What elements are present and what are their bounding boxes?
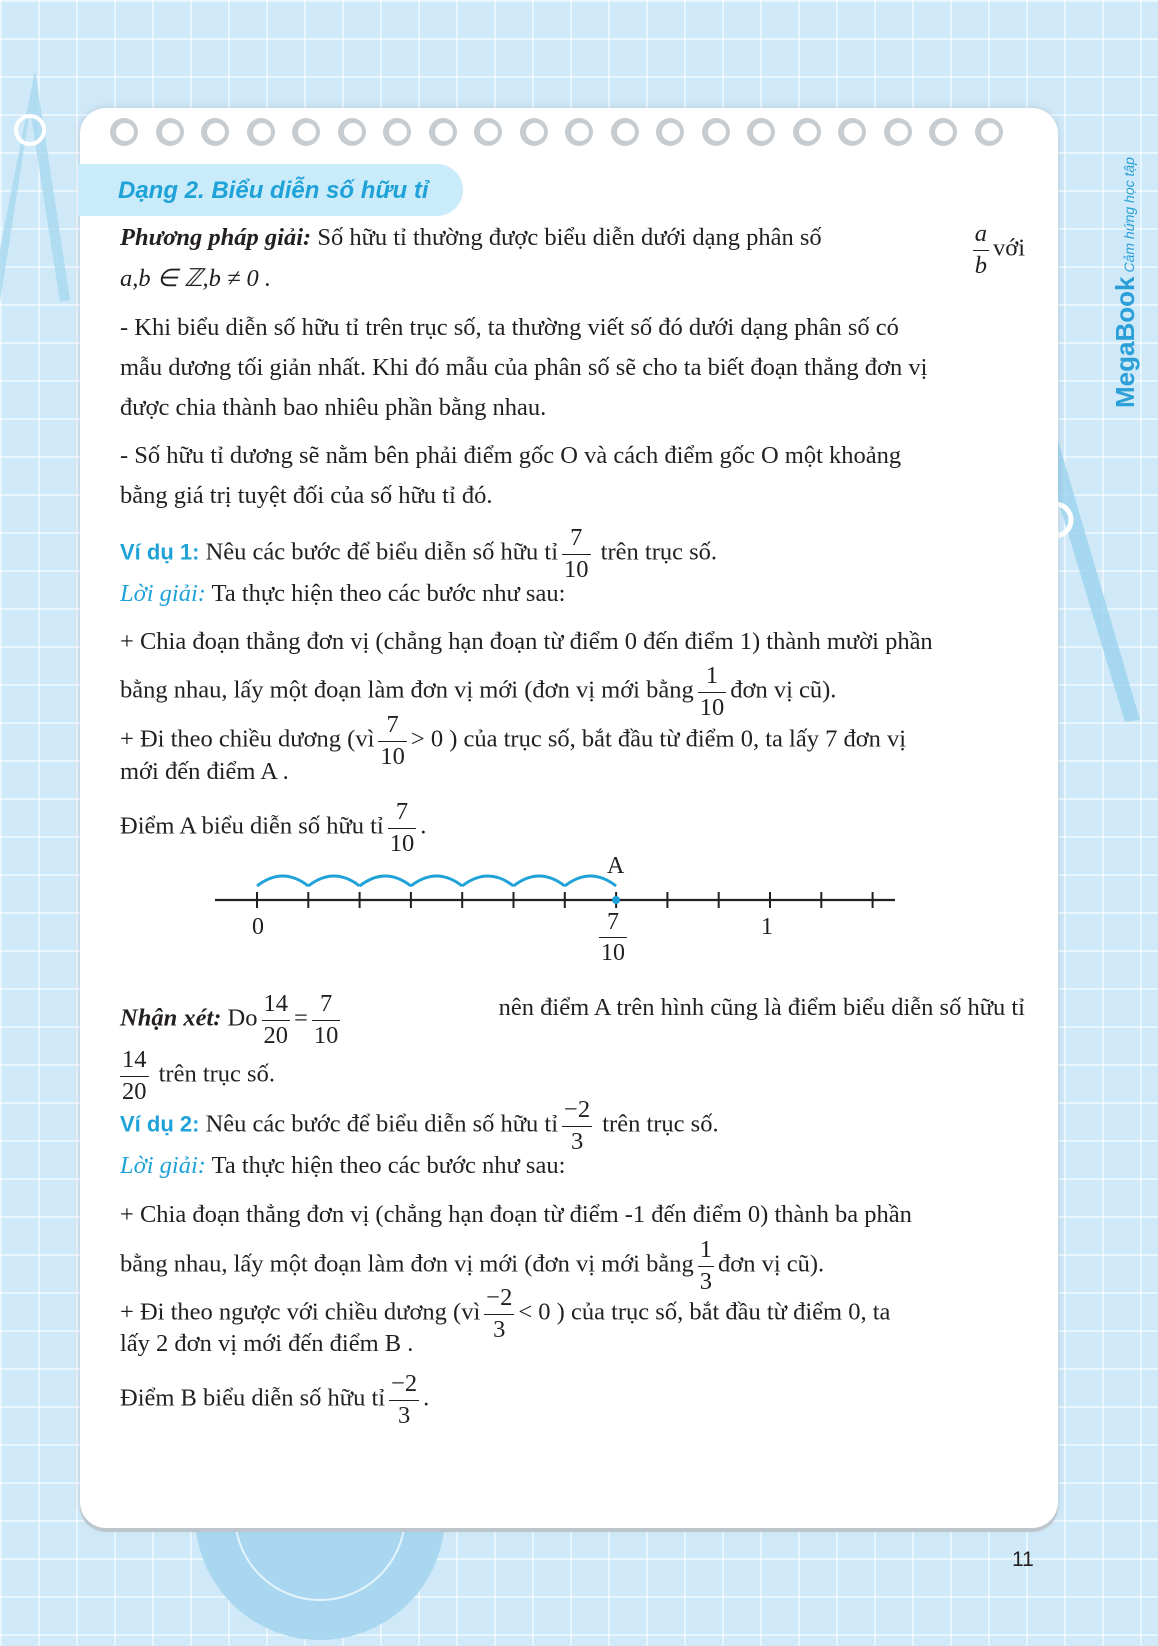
method-text-2: với bbox=[992, 234, 1025, 262]
binder-ring bbox=[975, 118, 1003, 146]
ex2-conclusion: Điểm B biểu diễn số hữu tỉ $\frac{-2}{3}$ . bbox=[120, 1370, 430, 1429]
page-card bbox=[80, 108, 1058, 1528]
ex2-solution-label: Lời giải: bbox=[120, 1152, 206, 1179]
binder-rings bbox=[110, 118, 1030, 148]
section-tab bbox=[78, 164, 463, 216]
ex1-solution-label: Lời giải: bbox=[120, 580, 206, 607]
number-line-svg bbox=[215, 848, 895, 948]
brand-name: MegaBook bbox=[1110, 276, 1140, 408]
remark-fraction-1: $\frac{14}{20}$ bbox=[263, 990, 288, 1049]
binder-ring bbox=[565, 118, 593, 146]
binder-ring bbox=[110, 118, 138, 146]
number-line-label-zero: 0 bbox=[252, 914, 264, 940]
ex1-conclusion-fraction: $\frac{7}{10}$ bbox=[389, 798, 415, 857]
ex2-step2-fraction: $\frac{-2}{3}$ bbox=[486, 1284, 513, 1343]
binder-ring bbox=[474, 118, 502, 146]
para1-line1: - Khi biểu diễn số hữu tỉ trên trục số, ta thường viết số đó dưới dạng phân số có bbox=[120, 314, 899, 341]
ex2-label: Ví dụ 2: bbox=[120, 1111, 200, 1137]
number-line-point-fraction: $\frac{7}{10}$ bbox=[601, 909, 625, 966]
ex1-step1-line1: + Chia đoạn thẳng đơn vị (chẳng hạn đoạn từ điểm 0 đến điểm 1) thành mười phần bbox=[120, 628, 933, 655]
binder-ring bbox=[201, 118, 229, 146]
remark-fraction-3: $\frac{14}{20}$ bbox=[122, 1046, 147, 1105]
number-line-arc bbox=[308, 876, 359, 886]
ex2-step1-line1: + Chia đoạn thẳng đơn vị (chẳng hạn đoạn từ điểm -1 đến điểm 0) thành ba phần bbox=[120, 1201, 912, 1228]
binder-ring bbox=[702, 118, 730, 146]
compass-left-decoration bbox=[0, 70, 90, 330]
number-line-arc bbox=[257, 876, 308, 886]
method-fraction: $\frac{a}{b}$ bbox=[974, 220, 987, 279]
ex1-step2-line2: mới đến điểm A . bbox=[120, 758, 289, 785]
ex1-question: Ví dụ 1: Nêu các bước để biểu diễn số hữu tỉ $\frac{7}{10}$ trên trục số. bbox=[120, 524, 718, 583]
number-line-point-label: A bbox=[607, 853, 625, 879]
ex1-step2-fraction: $\frac{7}{10}$ bbox=[380, 711, 405, 770]
ex1-step1-line2: bằng nhau, lấy một đoạn làm đơn vị mới (đơn vị mới bằng $\frac{1}{10}$ đơn vị cũ). bbox=[120, 662, 837, 721]
binder-ring bbox=[838, 118, 866, 146]
section-title: Dạng 2. Biểu diễn số hữu tỉ bbox=[118, 177, 429, 204]
binder-ring bbox=[929, 118, 957, 146]
brand-vertical bbox=[1088, 130, 1140, 410]
ex1-step1-fraction: $\frac{1}{10}$ bbox=[699, 662, 725, 721]
number-line-label-one: 1 bbox=[761, 914, 773, 940]
para2-line1: - Số hữu tỉ dương sẽ nằm bên phải điểm gốc O và cách điểm gốc O một khoảng bbox=[120, 442, 902, 469]
remark-fraction-2: $\frac{7}{10}$ bbox=[313, 990, 339, 1049]
method-label: Phương pháp giải: bbox=[120, 224, 312, 251]
ex1-fraction: $\frac{7}{10}$ bbox=[564, 524, 589, 583]
remark-line1: Nhận xét: Do $\frac{14}{20}$ = $\frac{7}{10}$ nên điểm A trên hình cũng là điểm biểu diễn số hữu tỉ bbox=[120, 990, 1025, 1049]
ex2-step1-line2: bằng nhau, lấy một đoạn làm đơn vị mới (đơn vị mới bằng $\frac{1}{3}$ đơn vị cũ). bbox=[120, 1236, 825, 1295]
ex2-step2-line1: + Đi theo ngược với chiều dương (vì $\frac{-2}{3}$ < 0 ) của trục số, bắt đầu từ điểm 0, ta bbox=[120, 1284, 891, 1343]
para1-line2: mẫu dương tối giản nhất. Khi đó mẫu của phân số sẽ cho ta biết đoạn thẳng đơn vị bbox=[120, 354, 928, 381]
number-line-point-a bbox=[612, 896, 620, 904]
binder-ring bbox=[247, 118, 275, 146]
binder-ring bbox=[338, 118, 366, 146]
number-line-arc bbox=[360, 876, 411, 886]
binder-ring bbox=[611, 118, 639, 146]
binder-ring bbox=[429, 118, 457, 146]
number-line-arc bbox=[411, 876, 462, 886]
protractor-decoration bbox=[195, 1515, 445, 1646]
binder-ring bbox=[383, 118, 411, 146]
binder-ring bbox=[747, 118, 775, 146]
binder-ring bbox=[156, 118, 184, 146]
ex2-fraction: $\frac{-2}{3}$ bbox=[564, 1096, 591, 1155]
ex2-step1-fraction: $\frac{1}{3}$ bbox=[699, 1236, 712, 1295]
binder-ring bbox=[793, 118, 821, 146]
ex2-conclusion-fraction: $\frac{-2}{3}$ bbox=[391, 1370, 418, 1429]
ex1-solution: Lời giải: Ta thực hiện theo các bước như sau: bbox=[120, 580, 566, 607]
method-text: Số hữu tỉ thường được biểu diễn dưới dạng phân số bbox=[317, 224, 822, 251]
remark-label: Nhận xét: bbox=[120, 1004, 222, 1032]
method-condition: a,b ∈ ℤ,b ≠ 0 . bbox=[120, 265, 272, 292]
remark-line2: $\frac{14}{20}$ trên trục số. bbox=[122, 1046, 275, 1105]
ex2-question: Ví dụ 2: Nêu các bước để biểu diễn số hữu tỉ $\frac{-2}{3}$ trên trục số. bbox=[120, 1096, 719, 1155]
number-line-arc bbox=[462, 876, 513, 886]
ex1-step2-line1: + Đi theo chiều dương (vì $\frac{7}{10}$ > 0 ) của trục số, bắt đầu từ điểm 0, ta lấy 7 đơn vị bbox=[120, 711, 907, 770]
ex2-step2-line2: lấy 2 đơn vị mới đến điểm B . bbox=[120, 1330, 414, 1357]
number-line-figure bbox=[215, 848, 895, 998]
binder-ring bbox=[884, 118, 912, 146]
number-line-arc bbox=[514, 876, 565, 886]
ex1-conclusion: Điểm A biểu diễn số hữu tỉ $\frac{7}{10}$ . bbox=[120, 798, 427, 857]
para2-line2: bằng giá trị tuyệt đối của số hữu tỉ đó. bbox=[120, 482, 493, 509]
binder-ring bbox=[292, 118, 320, 146]
binder-ring bbox=[520, 118, 548, 146]
brand-tagline: Cảm hứng học tập bbox=[1121, 157, 1137, 273]
page-number: 11 bbox=[1012, 1548, 1034, 1571]
para1-line3: được chia thành bao nhiêu phần bằng nhau. bbox=[120, 394, 547, 421]
ex2-solution: Lời giải: Ta thực hiện theo các bước như sau: bbox=[120, 1152, 566, 1179]
ex1-label: Ví dụ 1: bbox=[120, 539, 200, 565]
binder-ring bbox=[656, 118, 684, 146]
